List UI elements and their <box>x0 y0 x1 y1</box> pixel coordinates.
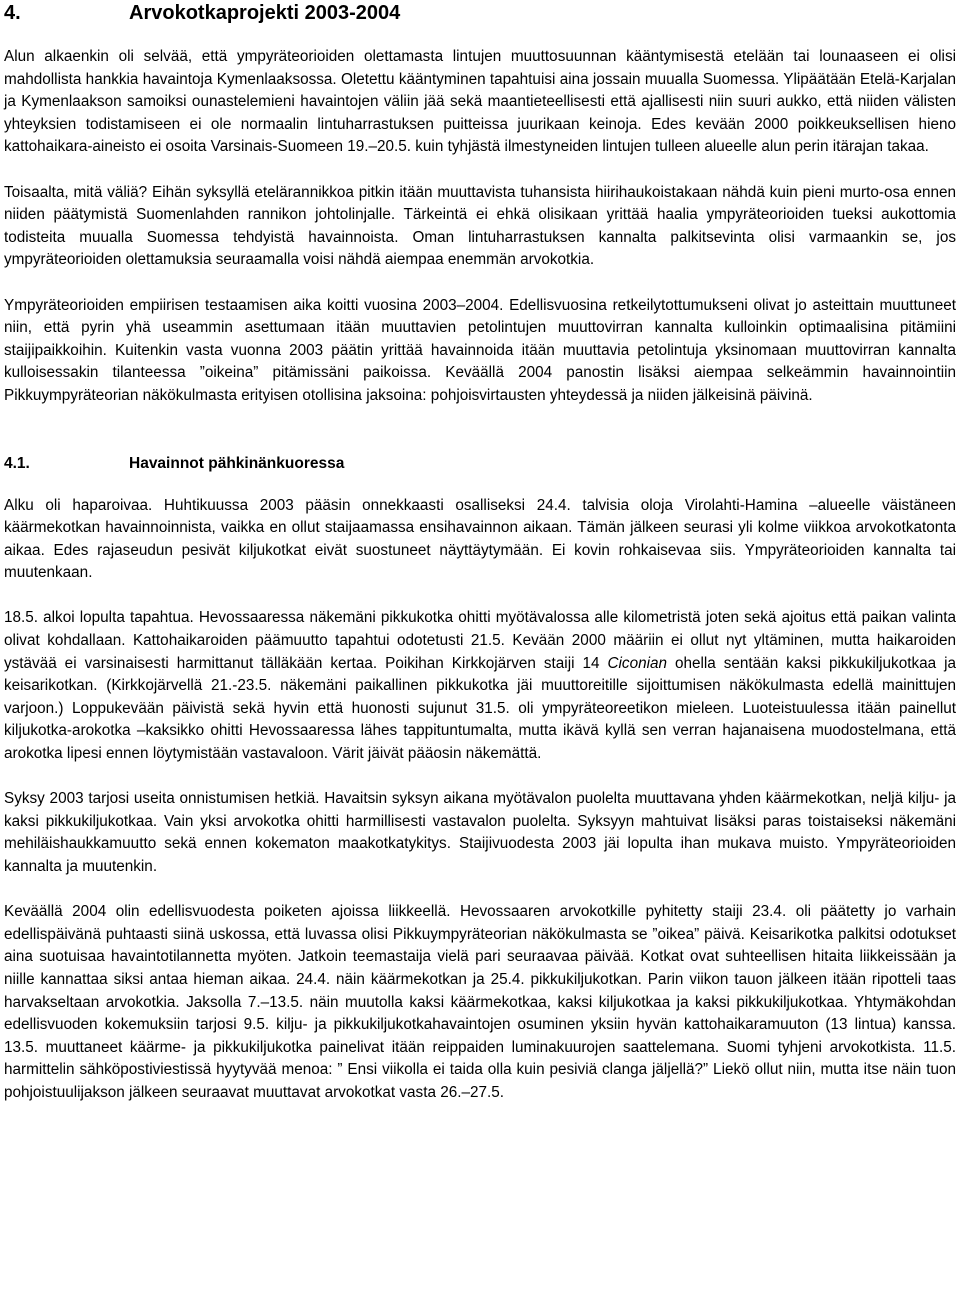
subsection-number: 4.1. <box>4 454 30 472</box>
paragraph: Toisaalta, mitä väliä? Eihän syksyllä etelärannikkoa pitkin itään muuttavista tuhansista hiirihaukoistakaan nähdä kuin pieni murto-osa ennen niiden päätymistä Suomenlahden rannikon johtolinjalle. Tärkeintä ei ehkä olisikaan yrittää haalia ympyräteorioiden tueksi aukottomia todisteita muualla Suomessa tehdyistä havainnoista. Oman lintuharrastuksen kannalta palkitsevinta olisi varmaankin se, jos ympyräteorioiden olettamuksia seuraamalla voisi nähdä aiempaa enemmän arvokotkia. <box>4 183 956 269</box>
paragraph: Syksy 2003 tarjosi useita onnistumisen hetkiä. Havaitsin syksyn aikana myötävalon puolelta muuttavana yhden käärmekotkan, neljä kilju- ja kaksi pikkukiljukotkaa. Vain yksi arvokotka ohitti harmillisesti vastavalon puolelta. Syksyyn mahtuivat lisäksi paras toistaiseksi näkemäni mehiläishaukkamuutto sekä ennen kokematon maakotkatykitys. Staijivuodesta 2003 jäi lopulta ihan mukava muisto. Ympyräteorioiden kannalta ja muutenkin. <box>4 790 956 875</box>
section-number: 4. <box>4 2 21 24</box>
species-name: Ciconian <box>607 654 667 672</box>
paragraph <box>4 607 956 765</box>
subsection-title: Havainnot pähkinänkuoressa <box>129 454 345 472</box>
paragraph: Alun alkaenkin oli selvää, että ympyräteorioiden olettamasta lintujen muuttosuunnan kääntymisestä etelään tai lounaaseen ei olisi mahdollista hankkia havaintoja Kymenlaaksossa. Oletettu kääntyminen tapahtuisi aina jossain muualla Suomessa. Ylipäätään Etelä-Karjalan ja Kymenlaakson samoiksi ounastelemieni havaintojen väliin jää sekä maantieteellisesti että ajallisesti niin suuri aukko, että niiden välisten yhteyksien todistamiseen ei ole normaalin lintuharrastuksen puitteissa juurikaan keinoja. Edes kevään 2000 poikkeuksellisen hieno kattohaikara-aineisto ei osoita Varsinais-Suomeen 19.–20.5. kuin tyhjästä ilmestyneiden lintujen tulleen alueelle alun perin itärajan takaa. <box>4 48 956 156</box>
paragraph: Ympyräteorioiden empiirisen testaamisen aika koitti vuosina 2003–2004. Edellisvuosina retkeilytottumukseni olivat jo asteittain muuttuneet niin, että pyrin yhä useammin asettumaan itään muuttavien petolintujen muuttovirran kannalta kulloinkin optimaalisina pitämiini staijipaikkoihin. Kuitenkin vasta vuonna 2003 päätin yrittää havainnoida itään muuttavia petolintuja yksinomaan muuttovirran kannalta kulloisessakin tilanteessa ”oikeina” pitämissäni paikoissa. Keväällä 2004 panostin lisäksi aiempaa selkeämmin havainnointiin Pikkuympyräteorian näkökulmasta erityisen otollisina jaksoina: pohjoisvirtausten yhteydessä ja niiden jälkeisinä päivinä. <box>4 296 956 404</box>
document-page <box>4 0 956 1105</box>
paragraph-text: 18.5. alkoi lopulta tapahtua. Hevossaaressa näkemäni pikkukotka ohitti myötävalossa alle kilometristä joten sekä ajoitus että paikan valinta olivat kohdallaan. Kattohaikaroiden päämuutto tapahtui odotetusti 21.5. Kevään 2000 määriin ei ollut nyt yltäminen, mutta haikaroiden ystävää ei varsinaisesti harmittanut tälläkään kertaa. Poikihan Kirkkojärven staiji 14 <box>4 609 956 672</box>
paragraph-text: ohella sentään kaksi pikkukiljukotkaa ja keisarikotkan. (Kirkkojärvellä 21.-23.5. näkemäni paikallinen pikkukotka jäi muuttoreitille sijoittumisen näkökulmasta edellä mainittujen varjoon.) Loppukevään päivistä sekä hyvin että huonosti sujunut 31.5. oli ympyräteoreetikon mieleen. Luoteistuulessa itään painellut kiljukotka-arokotka –kaksikko ohitti Hevossaaressa lähes tappituntumalta, mutta ikävä kyllä sen verran hajanaisena muodostelmana, että arokotka lipesi ennen löytymistään vastavaloon. Värit jäivät pääosin näkemättä. <box>4 654 956 763</box>
section-title: Arvokotkaprojekti 2003-2004 <box>129 2 401 24</box>
subsection-heading <box>4 453 956 475</box>
section-heading <box>4 0 956 26</box>
paragraph: Keväällä 2004 olin edellisvuodesta poiketen ajoissa liikkeellä. Hevossaaren arvokotkille pyhitetty staiji 23.4. oli päätetty jo varhain edellispäivänä puhtaasti siinä uskossa, että luvassa olisi Pikkuympyräteorian näkökulmasta se ”oikea” päivä. Keisarikotka palkitsi odotukset aina suotuisaa havaintotilannetta myöten. Jatkoin teemastaija vielä pari seuraavaa päivää. Kotkat ovat suhteellisen hitaita liikkeissään ja niille kannattaa siksi antaa hieman aikaa. 24.4. näin käärmekotkan ja 25.4. pikkukiljukotkan. Parin viikon tauon jälkeen itään ripotteli taas harvakseltaan arvokotkia. Jaksolla 7.–13.5. näin muutolla kaksi käärmekotkaa, kaksi kiljukotkaa ja kaksi pikkukiljukotkaa. Yhtymäkohdan edellisvuoden kokemuksiin tarjosi 9.5. kilju- ja pikkukiljukotkahavaintojen osuminen yksiin hyvän kattohaikaramuuton (13 lintua) kanssa. 13.5. muuttaneet käärme- ja pikkukiljukotka painelivat itään reippaiden luminakuurojen saattelemana. Suomi tyhjeni arvokotkista. 11.5. harmittelin sähköpostiviestissä hyytyvää menoa: ” Ensi viikolla ei taida olla kuin pesiviä clanga jäljellä?” Liekö ollut niin, mutta itse näin tuon pohjoistuulijakson jälkeen seuraavat muuttavat arvokotkat vasta 26.–27.5. <box>4 903 956 1101</box>
paragraph: Alku oli haparoivaa. Huhtikuussa 2003 pääsin onnekkaasti osalliseksi 24.4. talvisia oloja Virolahti-Hamina –alueelle väistäneen käärmekotkan havainnoinnista, vaikka en ollut staijaamassa ensihavainnon aikaan. Tämän jälkeen seurasi yli kolme viikkoa arvokotkatonta aikaa. Edes rajaseudun pesivät kiljukotkat eivät suostuneet näyttäytymään. Ei kovin rohkaisevaa siis. Ympyräteorioiden kannalta tai muutenkaan. <box>4 496 956 582</box>
